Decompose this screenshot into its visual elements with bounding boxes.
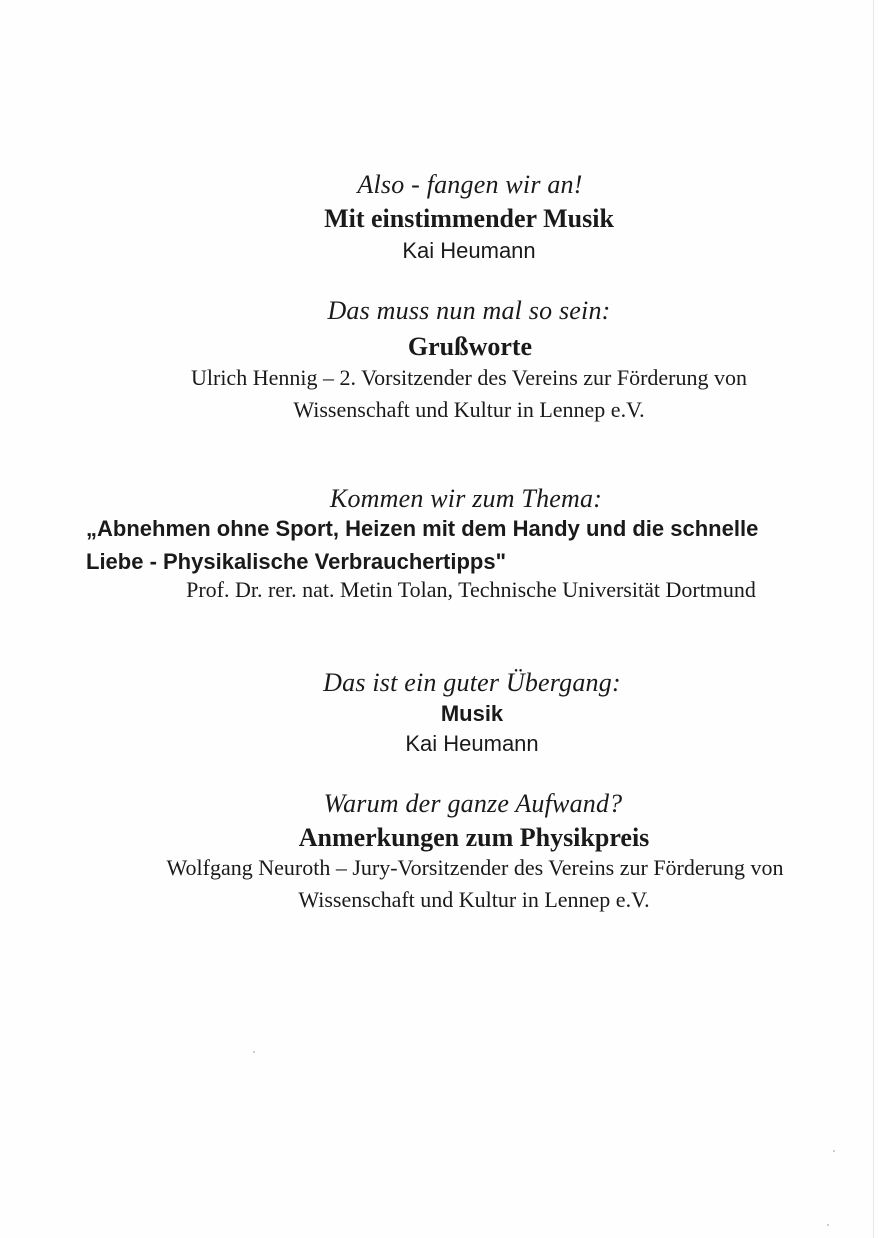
lecture-title-line2: Liebe - Physikalische Verbrauchertipps" — [86, 549, 507, 574]
lecture-heading: Kommen wir zum Thema: — [329, 484, 603, 513]
prize-heading: Warum der ganze Aufwand? — [323, 789, 623, 818]
page-edge — [873, 0, 874, 1238]
intro-performer: Kai Heumann — [402, 238, 536, 263]
prize-speaker-line2: Wissenschaft und Kultur in Lennep e.V. — [298, 887, 650, 912]
scan-speck — [833, 1150, 835, 1152]
intro-heading: Also - fangen wir an! — [357, 170, 583, 199]
greeting-title: Grußworte — [407, 332, 533, 361]
prize-title: Anmerkungen zum Physikpreis — [298, 823, 650, 852]
transition-performer: Kai Heumann — [405, 731, 539, 756]
greeting-heading: Das muss nun mal so sein: — [327, 296, 611, 325]
greeting-speaker-line1: Ulrich Hennig – 2. Vorsitzender des Vereins zur Förderung von — [190, 365, 748, 390]
lecture-speaker: Prof. Dr. rer. nat. Metin Tolan, Technische Universität Dortmund — [186, 577, 756, 602]
lecture-title-line1: „Abnehmen ohne Sport, Heizen mit dem Handy und die schnelle — [86, 516, 759, 541]
scan-speck — [827, 1224, 829, 1226]
transition-heading: Das ist ein guter Übergang: — [323, 668, 621, 697]
greeting-speaker-line2: Wissenschaft und Kultur in Lennep e.V. — [293, 397, 645, 422]
prize-speaker-line1: Wolfgang Neuroth – Jury-Vorsitzender des Vereins zur Förderung von — [166, 855, 784, 880]
intro-title: Mit einstimmender Musik — [324, 204, 614, 233]
transition-title: Musik — [440, 701, 504, 726]
scan-speck — [253, 1051, 255, 1053]
